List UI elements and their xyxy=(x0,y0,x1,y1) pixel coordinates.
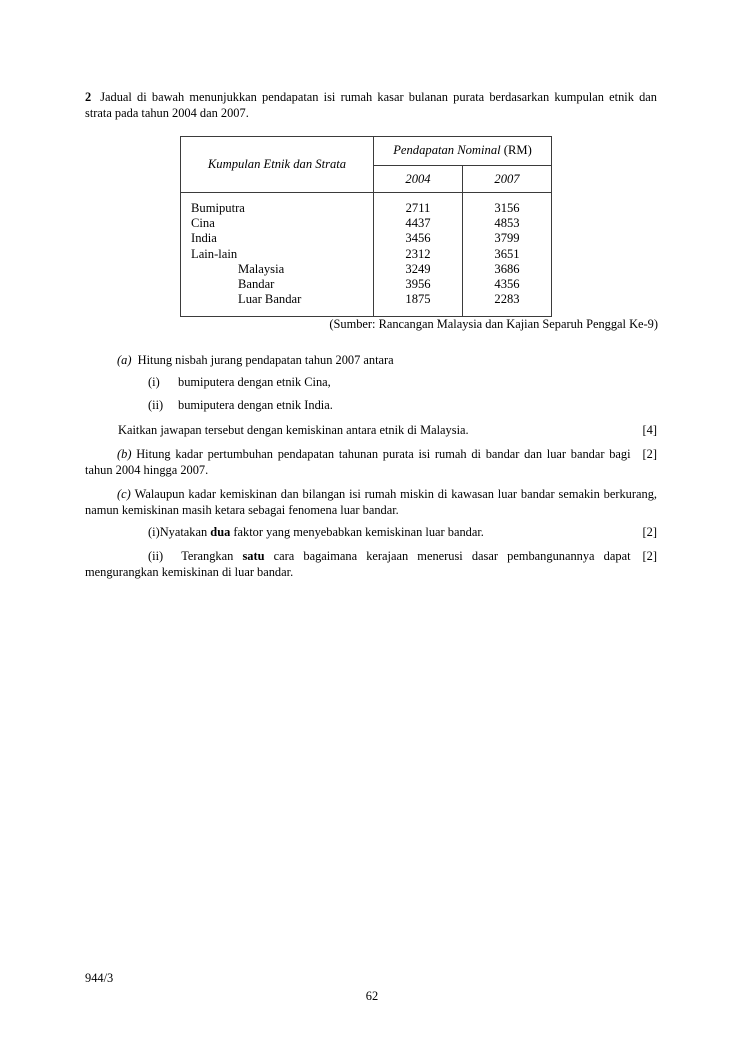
income-table-wrapper xyxy=(180,136,551,317)
part-a-item-i xyxy=(148,374,648,390)
value-2004-bumiputra: 2711 xyxy=(405,201,431,215)
part-c-item-i-text-before: Nyatakan xyxy=(159,525,208,539)
part-b-letter: (b) xyxy=(117,447,132,461)
part-c xyxy=(85,486,657,519)
part-c-text: Walaupun kadar kemiskinan dan bilangan isi rumah miskin di kawasan luar bandar semakin berkurang, namun kemiskinan masih ketara sebagai fenomena luar bandar. xyxy=(85,487,657,518)
value-2007-lain-lain: 3651 xyxy=(494,246,520,261)
part-b-text: Hitung kadar pertumbuhan pendapatan tahunan purata isi rumah di bandar dan luar bandar bagi tahun 2004 hingga 2007. xyxy=(85,447,631,478)
part-c-item-ii-marks: [2] xyxy=(642,549,657,563)
footer-page-number: 62 xyxy=(365,989,379,1003)
value-2007-cina: 4853 xyxy=(494,216,520,231)
row-label-bumiputra: Bumiputra xyxy=(191,201,245,215)
part-c-item-i-bold-word: dua xyxy=(210,525,231,539)
question-number: 2 xyxy=(85,90,92,104)
part-b xyxy=(85,446,657,479)
table-source-note: (Sumber: Rancangan Malaysia dan Kajian Separuh Penggal Ke-9) xyxy=(329,317,658,331)
value-2007-bumiputra: 3156 xyxy=(494,201,520,215)
part-c-item-ii-text-after: cara bagaimana kerajaan menerusi dasar pembangunannya dapat mengurangkan kemiskinan di luar bandar. xyxy=(85,549,631,580)
row-label-india: India xyxy=(191,231,217,246)
value-2004-india: 3456 xyxy=(405,231,431,246)
part-a xyxy=(117,352,657,368)
part-a-note-text: Kaitkan jawapan tersebut dengan kemiskinan antara etnik di Malaysia. xyxy=(118,423,469,437)
header-nominal-income-unit: (RM) xyxy=(503,142,532,157)
part-a-marks: [4] xyxy=(642,423,657,437)
part-c-item-ii-text-before: Terangkan xyxy=(181,549,234,563)
part-a-item-ii-roman: (ii) xyxy=(148,398,164,412)
part-a-note xyxy=(118,422,657,438)
header-nominal-income xyxy=(374,137,552,166)
part-b-marks: [2] xyxy=(642,447,657,461)
row-label-cina: Cina xyxy=(191,216,215,231)
value-2004-cina: 4437 xyxy=(405,216,431,231)
value-2007-malaysia: 3686 xyxy=(494,261,520,276)
part-a-text: Hitung nisbah jurang pendapatan tahun 2007 antara xyxy=(137,353,394,367)
part-c-item-i-text-after: faktor yang menyebabkan kemiskinan luar bandar. xyxy=(233,525,484,539)
header-nominal-income-italic: Pendapatan Nominal xyxy=(393,142,501,157)
value-2004-lain-lain: 2312 xyxy=(405,246,431,261)
part-a-letter: (a) xyxy=(117,353,132,367)
part-c-letter: (c) xyxy=(117,487,131,501)
footer-paper-code: 944/3 xyxy=(85,971,114,985)
part-a-item-ii-text: bumiputera dengan etnik India. xyxy=(178,398,333,412)
table-column-2004 xyxy=(374,193,463,317)
row-label-lain-lain: Lain-lain xyxy=(191,246,238,261)
question-intro-text: Jadual di bawah menunjukkan pendapatan isi rumah kasar bulanan purata berdasarkan kumpulan etnik dan strata pada tahun 2004 dan 2007. xyxy=(85,90,657,121)
header-year-2007: 2007 xyxy=(463,166,552,193)
part-c-item-i xyxy=(148,524,657,540)
value-2004-bandar: 3956 xyxy=(405,277,431,292)
part-a-item-i-text: bumiputera dengan etnik Cina, xyxy=(178,375,331,389)
part-c-item-ii-roman: (ii) xyxy=(148,549,164,563)
table-header-row-top xyxy=(181,137,552,166)
value-2007-bandar: 4356 xyxy=(494,277,520,292)
value-2007-luar-bandar: 2283 xyxy=(494,292,520,307)
part-c-item-ii-bold-word: satu xyxy=(242,549,265,563)
table-column-2007 xyxy=(463,193,552,317)
table-body-row xyxy=(181,193,552,317)
question-intro xyxy=(85,89,657,122)
row-label-luar-bandar: Luar Bandar xyxy=(238,292,302,307)
value-2004-luar-bandar: 1875 xyxy=(405,292,431,307)
part-c-item-ii xyxy=(85,548,657,581)
row-label-bandar: Bandar xyxy=(238,277,275,292)
income-table xyxy=(180,136,552,317)
part-a-item-ii xyxy=(148,397,648,413)
row-label-malaysia: Malaysia xyxy=(238,261,285,276)
table-row-labels xyxy=(181,193,374,317)
part-c-item-i-roman: (i) xyxy=(148,525,160,539)
part-a-item-i-roman: (i) xyxy=(148,375,160,389)
part-c-item-i-marks: [2] xyxy=(642,525,657,539)
header-ethnic-strata: Kumpulan Etnik dan Strata xyxy=(181,137,374,193)
value-2007-india: 3799 xyxy=(494,231,520,246)
value-2004-malaysia: 3249 xyxy=(405,261,431,276)
header-year-2004: 2004 xyxy=(374,166,463,193)
